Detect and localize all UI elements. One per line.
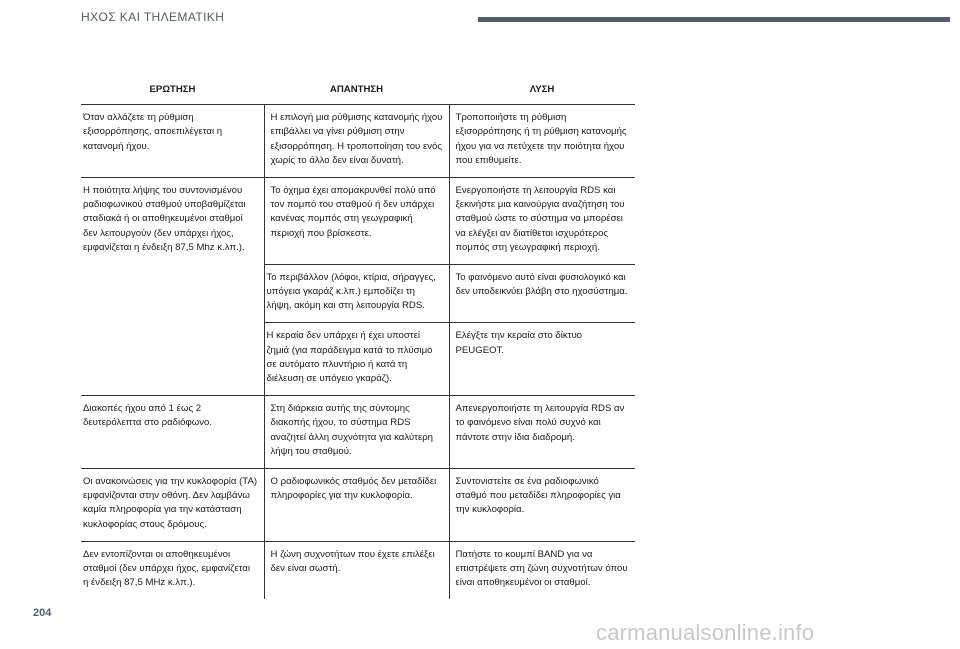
table-row — [81, 177, 635, 264]
solution-cell: Ελέγξτε την κεραία στο δίκτυο PEUGEOT. — [449, 323, 635, 396]
solution-cell: Τροποποιήστε τη ρύθμιση εξισορρόπησης ή τη ρύθμιση κατανομής ήχου για να πετύχετε την ποιότητα ήχου που επιθυμείτε. — [449, 105, 635, 178]
solution-cell: Το φαινόμενο αυτό είναι φυσιολογικό και δεν υποδεικνύει βλάβη στο ηχοσύστημα. — [449, 264, 635, 323]
header-bar — [478, 17, 950, 22]
column-header-question: ΕΡΩΤΗΣΗ — [81, 75, 264, 105]
answer-cell: Η ζώνη συχνοτήτων που έχετε επιλέξει δεν είναι σωστή. — [264, 541, 449, 599]
solution-cell: Απενεργοποιήστε τη λειτουργία RDS αν το φαινόμενο είναι πολύ συχνό και πάντοτε στην ίδια διαδρομή. — [449, 396, 635, 469]
answer-cell: Η κεραία δεν υπάρχει ή έχει υποστεί ζημιά (για παράδειγμα κατά το πλύσιμο σε αυτόματο πλυντήριο ή κατά τη διέλευση σε υπόγειο γκαράζ). — [264, 323, 449, 396]
watermark: carmanualsonline.info — [596, 620, 815, 645]
question-cell: Όταν αλλάζετε τη ρύθμιση εξισορρόπησης, αποεπιλέγεται η κατανομή ήχου. — [81, 105, 264, 178]
section-title: ΗΧΟΣ ΚΑΙ ΤΗΛΕΜΑΤΙΚΗ — [81, 10, 225, 24]
column-header-solution: ΛΥΣΗ — [449, 75, 635, 105]
solution-cell: Πατήστε το κουμπί BAND για να επιστρέψετε στη ζώνη συχνοτήτων όπου είναι αποθηκευμένοι οι σταθμοί. — [449, 541, 635, 599]
table-header-row — [81, 75, 635, 105]
solution-cell: Ενεργοποιήστε τη λειτουργία RDS και ξεκινήστε μια καινούργια αναζήτηση του σταθμού ώστε το σύστημα να μπορέσει να ελέγξει αν διατίθεται ισχυρότερος πομπός στη γεωγραφική περιοχή. — [449, 177, 635, 264]
answer-cell: Ο ραδιοφωνικός σταθμός δεν μεταδίδει πληροφορίες για την κυκλοφορία. — [264, 468, 449, 541]
question-cell: Η ποιότητα λήψης του συντονισμένου ραδιοφωνικού σταθμού υποβαθμίζεται σταδιακά ή οι αποθηκευμένοι σταθμοί δεν λειτουργούν (δεν υπάρχει ήχος, εμφανίζεται η ένδειξη 87,5 Mhz κ.λπ.). — [81, 177, 264, 395]
question-cell: Δεν εντοπίζονται οι αποθηκευμένοι σταθμοί (δεν υπάρχει ήχος, εμφανίζεται η ένδειξη 87,5 MHz κ.λπ.). — [81, 541, 264, 599]
table-row — [81, 396, 635, 469]
question-cell: Διακοπές ήχου από 1 έως 2 δευτερόλεπτα στο ραδιόφωνο. — [81, 396, 264, 469]
solution-cell: Συντονιστείτε σε ένα ραδιοφωνικό σταθμό που μεταδίδει πληροφορίες για την κυκλοφορία. — [449, 468, 635, 541]
table-row — [81, 105, 635, 178]
answer-cell: Το περιβάλλον (λόφοι, κτίρια, σήραγγες, υπόγεια γκαράζ κ.λπ.) εμποδίζει τη λήψη, ακόμη και στη λειτουργία RDS. — [264, 264, 449, 323]
troubleshooting-table — [81, 75, 635, 599]
question-cell: Οι ανακοινώσεις για την κυκλοφορία (TA) εμφανίζονται στην οθόνη. Δεν λαμβάνω καμία πληροφορία για την κατάσταση κυκλοφορίας στους δρόμους. — [81, 468, 264, 541]
answer-cell: Το όχημα έχει απομακρυνθεί πολύ από τον πομπό του σταθμού ή δεν υπάρχει κανένας πομπός στη γεωγραφική περιοχή που βρίσκεστε. — [264, 177, 449, 264]
table-row — [81, 468, 635, 541]
answer-cell: Στη διάρκεια αυτής της σύντομης διακοπής ήχου, το σύστημα RDS αναζητεί άλλη συχνότητα για καλύτερη λήψη του σταθμού. — [264, 396, 449, 469]
column-header-answer: ΑΠΑΝΤΗΣΗ — [264, 75, 449, 105]
answer-cell: Η επιλογή μια ρύθμισης κατανομής ήχου επιβάλλει να γίνει ρύθμιση στην εξισορρόπηση. Η τροποποίηση του ενός χωρίς το άλλο δεν είναι δυνατή. — [264, 105, 449, 178]
table-row — [81, 541, 635, 599]
page-number: 204 — [33, 607, 52, 619]
